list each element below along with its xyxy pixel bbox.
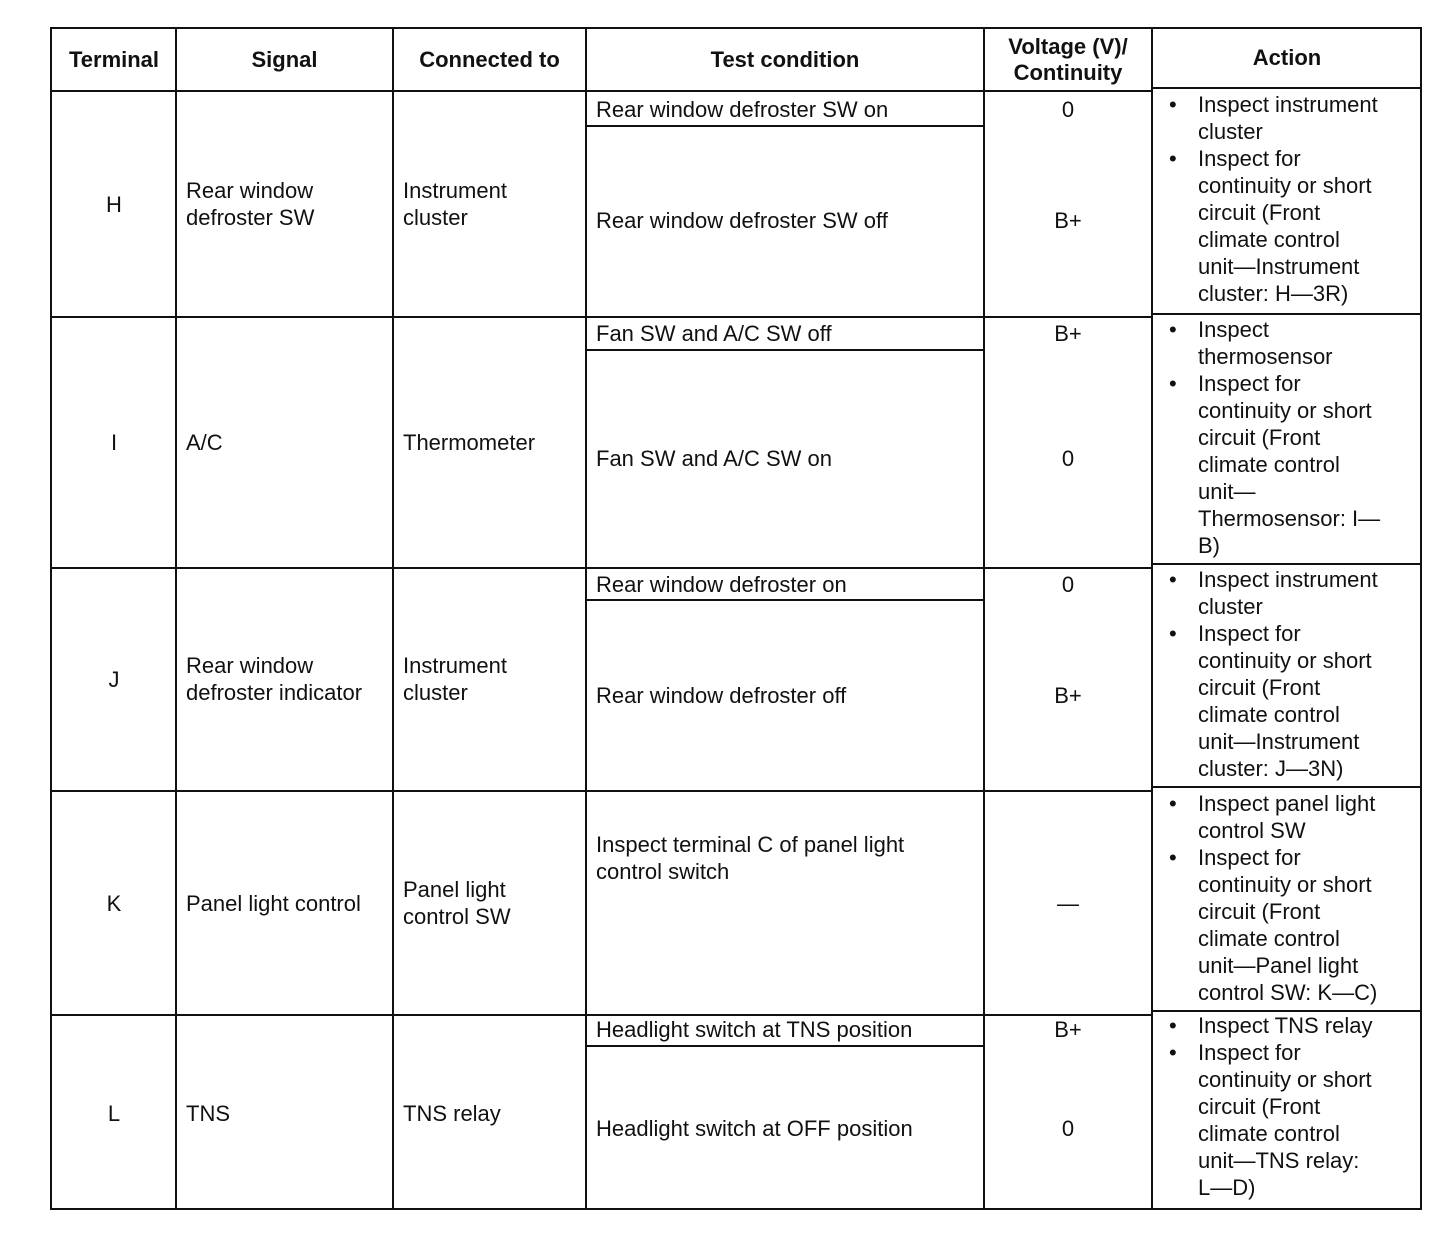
row-j-value-1: 0 bbox=[1061, 571, 1075, 597]
row-l-value-1: B+ bbox=[1054, 1016, 1082, 1042]
row-h-condition-1: Rear window defroster SW on bbox=[596, 96, 889, 122]
row-k-connected-line: Panel light bbox=[403, 877, 506, 902]
row-i-condition-1: Fan SW and A/C SW off bbox=[596, 320, 832, 346]
row-h-terminal: H bbox=[106, 191, 122, 217]
action-item: • Inspect instrument cluster bbox=[1152, 566, 1422, 620]
row-j-condition-1: Rear window defroster on bbox=[596, 571, 847, 597]
column-divider bbox=[1151, 29, 1153, 1210]
row-j-connected-line: cluster bbox=[403, 680, 468, 705]
row-i-terminal: I bbox=[110, 429, 118, 455]
row-k-condition-line: Inspect terminal C of panel light bbox=[596, 832, 905, 857]
column-divider bbox=[983, 29, 985, 1210]
row-h-connected-line: cluster bbox=[403, 205, 468, 230]
row-divider bbox=[1151, 313, 1422, 315]
column-divider bbox=[175, 29, 177, 1210]
action-item: • Inspect thermosensor bbox=[1152, 316, 1422, 370]
row-i-connected-to bbox=[393, 318, 586, 566]
header-signal: Signal bbox=[251, 47, 318, 72]
row-h-actions bbox=[1152, 91, 1422, 307]
action-item: • Inspect panel light control SW bbox=[1152, 790, 1422, 844]
row-j-connected-to bbox=[393, 568, 586, 790]
row-i-connected-line: Thermometer bbox=[403, 429, 536, 455]
header-divider bbox=[1151, 87, 1422, 89]
row-divider bbox=[52, 567, 1151, 569]
condition-divider bbox=[585, 349, 985, 351]
action-item: • Inspect TNS relay bbox=[1152, 1012, 1422, 1039]
row-i-signal bbox=[176, 318, 393, 566]
action-item: • Inspect instrument cluster bbox=[1152, 91, 1422, 145]
row-l-signal bbox=[176, 1016, 393, 1210]
column-divider bbox=[585, 29, 587, 1210]
row-i-signal-line: A/C bbox=[186, 429, 223, 455]
row-divider bbox=[1151, 786, 1422, 788]
row-divider bbox=[52, 790, 1151, 792]
row-k-actions bbox=[1152, 790, 1422, 1006]
row-i-value-1: B+ bbox=[1054, 320, 1082, 346]
row-k-signal bbox=[176, 792, 393, 1014]
row-divider bbox=[1151, 563, 1422, 565]
action-item: • Inspect for continuity or short circuit (Front climate control unit—Instrument cluster: J—3N) bbox=[1152, 620, 1422, 782]
row-divider bbox=[52, 316, 1151, 318]
row-j-terminal: J bbox=[108, 666, 120, 692]
row-h-connected-line: Instrument bbox=[403, 178, 507, 203]
row-k-condition bbox=[586, 831, 984, 885]
column-divider bbox=[392, 29, 394, 1210]
header-connected-to: Connected to bbox=[419, 47, 560, 72]
row-h-connected-to bbox=[393, 93, 586, 315]
row-h-signal-line: defroster SW bbox=[186, 205, 315, 230]
condition-divider bbox=[585, 125, 985, 127]
header-voltage-line1: Voltage (V)/ bbox=[1008, 34, 1128, 59]
row-j-actions bbox=[1152, 566, 1422, 782]
header-terminal: Terminal bbox=[68, 47, 160, 72]
row-h-signal-line: Rear window bbox=[186, 178, 314, 203]
row-k-connected-to bbox=[393, 792, 586, 1014]
row-l-connected-to bbox=[393, 1016, 586, 1210]
diagnostic-table bbox=[50, 27, 1422, 1210]
action-item: • Inspect for continuity or short circuit (Front climate control unit—Panel light control SW: K—C) bbox=[1152, 844, 1422, 1006]
row-h-value-1: 0 bbox=[1061, 96, 1075, 122]
row-i-condition-2: Fan SW and A/C SW on bbox=[596, 446, 832, 471]
header-voltage bbox=[984, 29, 1152, 91]
row-j-signal-line: Rear window bbox=[186, 653, 314, 678]
row-l-terminal: L bbox=[107, 1100, 121, 1126]
row-h-condition-2: Rear window defroster SW off bbox=[596, 208, 888, 233]
row-j-signal-line: defroster indicator bbox=[186, 680, 363, 705]
row-h-signal bbox=[176, 93, 393, 315]
row-j-connected-line: Instrument bbox=[403, 653, 507, 678]
row-i-actions bbox=[1152, 316, 1422, 559]
row-j-value-2: B+ bbox=[1054, 683, 1082, 708]
row-j-condition-2: Rear window defroster off bbox=[596, 683, 847, 708]
row-l-actions bbox=[1152, 1012, 1422, 1201]
row-l-condition-1: Headlight switch at TNS position bbox=[596, 1016, 913, 1042]
action-item: • Inspect for continuity or short circuit (Front climate control unit—TNS relay: L—D) bbox=[1152, 1039, 1422, 1201]
header-divider bbox=[52, 90, 1151, 92]
row-l-signal-line: TNS bbox=[186, 1100, 230, 1126]
row-l-connected-line: TNS relay bbox=[403, 1100, 501, 1126]
row-k-value: — bbox=[1057, 890, 1079, 916]
row-divider bbox=[1151, 1010, 1422, 1012]
row-l-condition-2: Headlight switch at OFF position bbox=[596, 1116, 913, 1141]
row-k-connected-line: control SW bbox=[403, 904, 511, 929]
header-action: Action bbox=[1252, 45, 1322, 70]
row-h-value-2: B+ bbox=[1054, 208, 1082, 233]
action-item: • Inspect for continuity or short circuit (Front climate control unit— Thermosensor: I— B) bbox=[1152, 370, 1422, 559]
header-voltage-line2: Continuity bbox=[1013, 60, 1123, 85]
condition-divider bbox=[585, 1045, 985, 1047]
row-k-condition-line: control switch bbox=[596, 859, 730, 884]
row-i-value-2: 0 bbox=[1061, 446, 1075, 471]
action-item: • Inspect for continuity or short circuit (Front climate control unit—Instrument cluster: H—3R) bbox=[1152, 145, 1422, 307]
row-l-value-2: 0 bbox=[1061, 1116, 1075, 1141]
row-divider bbox=[52, 1014, 1151, 1016]
row-j-signal bbox=[176, 568, 393, 790]
row-k-signal-line: Panel light control bbox=[186, 890, 361, 916]
condition-divider bbox=[585, 599, 985, 601]
row-k-terminal: K bbox=[106, 890, 122, 916]
header-test-condition: Test condition bbox=[710, 47, 860, 72]
